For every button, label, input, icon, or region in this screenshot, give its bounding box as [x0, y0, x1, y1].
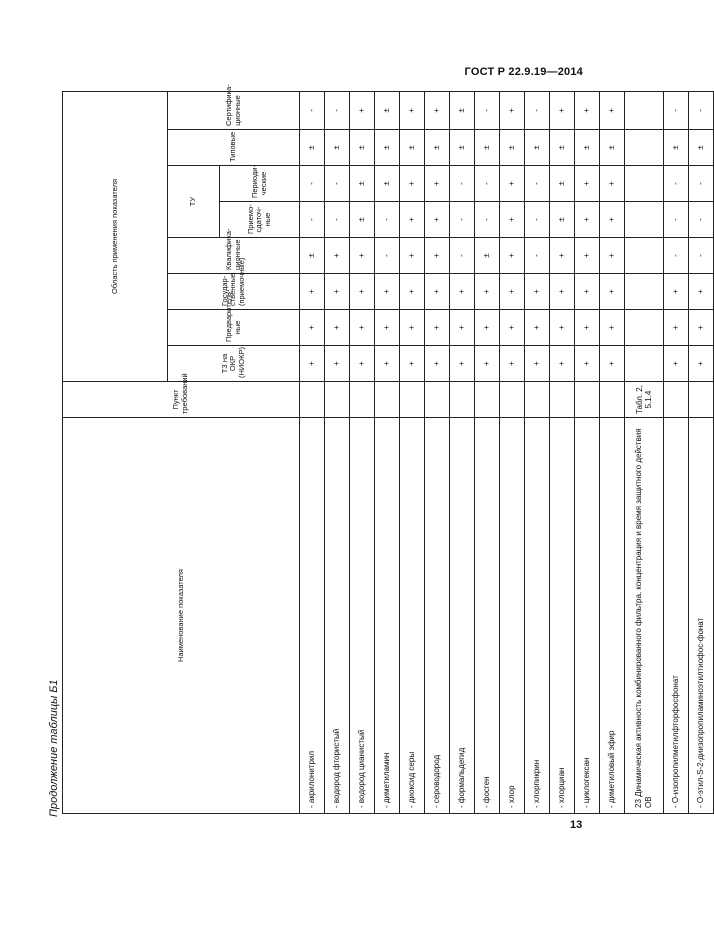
table-row: [425, 91, 450, 813]
cell: +: [350, 346, 375, 382]
row-label: - О-этил-S-2-диизопропиламиноэтилтиофос-фонат: [689, 418, 714, 814]
cell: -: [475, 91, 500, 129]
cell: [625, 274, 664, 310]
table-row: [500, 91, 525, 813]
col-header-state: Государ-ственные (приемочные): [168, 274, 300, 310]
cell: +: [550, 346, 575, 382]
col-header-acceptance: Приемо-сдаточ-ные: [220, 202, 300, 238]
table-row: [300, 91, 325, 813]
cell: +: [575, 202, 600, 238]
cell: +: [350, 91, 375, 129]
row-clause: [664, 382, 689, 418]
cell: +: [425, 274, 450, 310]
cell: ±: [550, 130, 575, 166]
cell: +: [400, 202, 425, 238]
cell: +: [550, 274, 575, 310]
cell: ±: [475, 238, 500, 274]
cell: +: [600, 202, 625, 238]
cell: ±: [575, 130, 600, 166]
row-label: - диоксид серы: [400, 418, 425, 814]
table-row: [525, 91, 550, 813]
row-clause: [689, 382, 714, 418]
table-row: [475, 91, 500, 813]
cell: +: [350, 274, 375, 310]
cell: [625, 310, 664, 346]
rotated-table-wrapper: [62, 84, 706, 814]
cell: ±: [500, 130, 525, 166]
cell: ±: [350, 202, 375, 238]
cell: -: [375, 238, 400, 274]
row-label: - О-изопропилметилфторфосфонат: [664, 418, 689, 814]
cell: +: [600, 310, 625, 346]
cell: -: [525, 91, 550, 129]
cell: -: [300, 91, 325, 129]
row-label: - водород цианистый: [350, 418, 375, 814]
cell: +: [600, 346, 625, 382]
cell: ±: [450, 91, 475, 129]
table-row: [625, 91, 664, 813]
cell: +: [300, 310, 325, 346]
row-label: - водород фтористый: [325, 418, 350, 814]
cell: +: [375, 310, 400, 346]
cell: +: [550, 91, 575, 129]
cell: -: [525, 202, 550, 238]
cell: +: [425, 91, 450, 129]
cell: +: [300, 346, 325, 382]
col-header-tu: ТУ: [168, 166, 220, 238]
area-header: Область применения показателя: [63, 91, 168, 381]
cell: +: [425, 202, 450, 238]
table-row: [575, 91, 600, 813]
table-caption: Продолжение таблицы Б1: [48, 679, 60, 817]
col-header-preliminary: Предваритель-ные: [168, 310, 300, 346]
col-header-type: Типовые: [168, 130, 300, 166]
cell: ±: [400, 130, 425, 166]
cell: +: [400, 166, 425, 202]
cell: ±: [300, 238, 325, 274]
cell: ±: [475, 130, 500, 166]
cell: [625, 130, 664, 166]
cell: +: [575, 166, 600, 202]
cell: -: [300, 166, 325, 202]
cell: +: [525, 310, 550, 346]
cell: +: [525, 346, 550, 382]
cell: +: [450, 310, 475, 346]
cell: +: [500, 238, 525, 274]
cell: +: [689, 346, 714, 382]
row-clause: [325, 382, 350, 418]
row-clause: [400, 382, 425, 418]
cell: ±: [550, 166, 575, 202]
cell: +: [450, 274, 475, 310]
cell: -: [325, 166, 350, 202]
cell: +: [400, 310, 425, 346]
cell: +: [600, 166, 625, 202]
cell: +: [689, 274, 714, 310]
table-row: [375, 91, 400, 813]
cell: ±: [300, 130, 325, 166]
table-row: [550, 91, 575, 813]
cell: +: [325, 274, 350, 310]
cell: -: [325, 91, 350, 129]
cell: +: [500, 202, 525, 238]
cell: +: [475, 310, 500, 346]
cell: +: [500, 91, 525, 129]
col-header-certification: Сертифика-ционные: [168, 91, 300, 129]
cell: [625, 238, 664, 274]
cell: -: [475, 202, 500, 238]
row-clause: [300, 382, 325, 418]
row-clause: [575, 382, 600, 418]
cell: ±: [350, 130, 375, 166]
cell: -: [689, 166, 714, 202]
cell: +: [550, 238, 575, 274]
row-clause: [600, 382, 625, 418]
cell: ±: [375, 166, 400, 202]
cell: ±: [450, 130, 475, 166]
cell: -: [664, 91, 689, 129]
cell: +: [575, 238, 600, 274]
row-label: - фосген: [475, 418, 500, 814]
cell: +: [575, 91, 600, 129]
cell: +: [450, 346, 475, 382]
cell: +: [375, 346, 400, 382]
row-label: - диметиламин: [375, 418, 400, 814]
cell: +: [300, 274, 325, 310]
cell: [625, 202, 664, 238]
row-clause: Табл. 2, 5.1.4: [625, 382, 664, 418]
table-row: [689, 91, 714, 813]
row-label: - диметиловый эфир: [600, 418, 625, 814]
col-header-periodic: Периоди-ческие: [220, 166, 300, 202]
cell: -: [525, 166, 550, 202]
cell: -: [664, 202, 689, 238]
table-row: [600, 91, 625, 813]
cell: -: [300, 202, 325, 238]
cell: +: [664, 310, 689, 346]
cell: +: [575, 310, 600, 346]
document-header: ГОСТ Р 22.9.19—2014: [464, 66, 583, 78]
table-row: [664, 91, 689, 813]
cell: -: [450, 202, 475, 238]
cell: +: [325, 238, 350, 274]
page-number: 13: [570, 819, 583, 831]
cell: +: [375, 274, 400, 310]
row-label: - хлор: [500, 418, 525, 814]
table-row: [450, 91, 475, 813]
cell: +: [400, 346, 425, 382]
col-header-clause: Пункт требований: [63, 382, 300, 418]
row-label: 23 Динамическая активность комбинированного фильтра, концентрация и время защитного действия ОВ: [625, 418, 664, 814]
cell: +: [600, 274, 625, 310]
cell: ±: [689, 130, 714, 166]
row-clause: [450, 382, 475, 418]
cell: +: [500, 346, 525, 382]
cell: ±: [664, 130, 689, 166]
row-label: - акрилонитрил: [300, 418, 325, 814]
cell: [625, 91, 664, 129]
cell: -: [689, 202, 714, 238]
cell: +: [325, 310, 350, 346]
cell: -: [450, 238, 475, 274]
cell: -: [525, 238, 550, 274]
cell: ±: [525, 130, 550, 166]
cell: -: [689, 238, 714, 274]
row-clause: [525, 382, 550, 418]
cell: +: [664, 274, 689, 310]
cell: +: [425, 238, 450, 274]
table-row: [350, 91, 375, 813]
cell: +: [575, 346, 600, 382]
cell: +: [664, 346, 689, 382]
col-header-name: Наименование показателя: [63, 418, 300, 814]
cell: ±: [375, 91, 400, 129]
cell: +: [400, 91, 425, 129]
cell: ±: [375, 130, 400, 166]
row-label: - сероводород: [425, 418, 450, 814]
cell: +: [475, 346, 500, 382]
cell: +: [325, 346, 350, 382]
cell: ±: [600, 130, 625, 166]
cell: +: [350, 238, 375, 274]
row-clause: [350, 382, 375, 418]
row-clause: [425, 382, 450, 418]
cell: -: [325, 202, 350, 238]
cell: -: [475, 166, 500, 202]
cell: +: [600, 238, 625, 274]
row-label: - циклогексан: [575, 418, 600, 814]
cell: +: [500, 274, 525, 310]
cell: +: [600, 91, 625, 129]
data-table: [62, 84, 714, 814]
cell: +: [350, 310, 375, 346]
cell: ±: [350, 166, 375, 202]
col-header-qualification: Квалифика-ционные: [168, 238, 300, 274]
cell: [625, 346, 664, 382]
cell: -: [664, 238, 689, 274]
cell: +: [575, 274, 600, 310]
col-header-tz: ТЗ на ОКР (НИОКР): [168, 346, 300, 382]
cell: +: [475, 274, 500, 310]
row-clause: [375, 382, 400, 418]
cell: +: [525, 274, 550, 310]
row-label: - формальдегид: [450, 418, 475, 814]
row-clause: [475, 382, 500, 418]
cell: +: [550, 310, 575, 346]
cell: +: [425, 346, 450, 382]
cell: -: [664, 166, 689, 202]
row-label: - хлорпикрин: [525, 418, 550, 814]
row-label: - хлорциан: [550, 418, 575, 814]
row-clause: [500, 382, 525, 418]
table-row: [325, 91, 350, 813]
cell: ±: [325, 130, 350, 166]
cell: [625, 166, 664, 202]
cell: +: [425, 310, 450, 346]
cell: +: [400, 238, 425, 274]
cell: -: [450, 166, 475, 202]
cell: ±: [425, 130, 450, 166]
cell: -: [689, 91, 714, 129]
cell: +: [500, 310, 525, 346]
cell: +: [689, 310, 714, 346]
cell: +: [425, 166, 450, 202]
table-row: [400, 91, 425, 813]
row-clause: [550, 382, 575, 418]
cell: -: [375, 202, 400, 238]
cell: ±: [550, 202, 575, 238]
cell: +: [400, 274, 425, 310]
cell: +: [500, 166, 525, 202]
